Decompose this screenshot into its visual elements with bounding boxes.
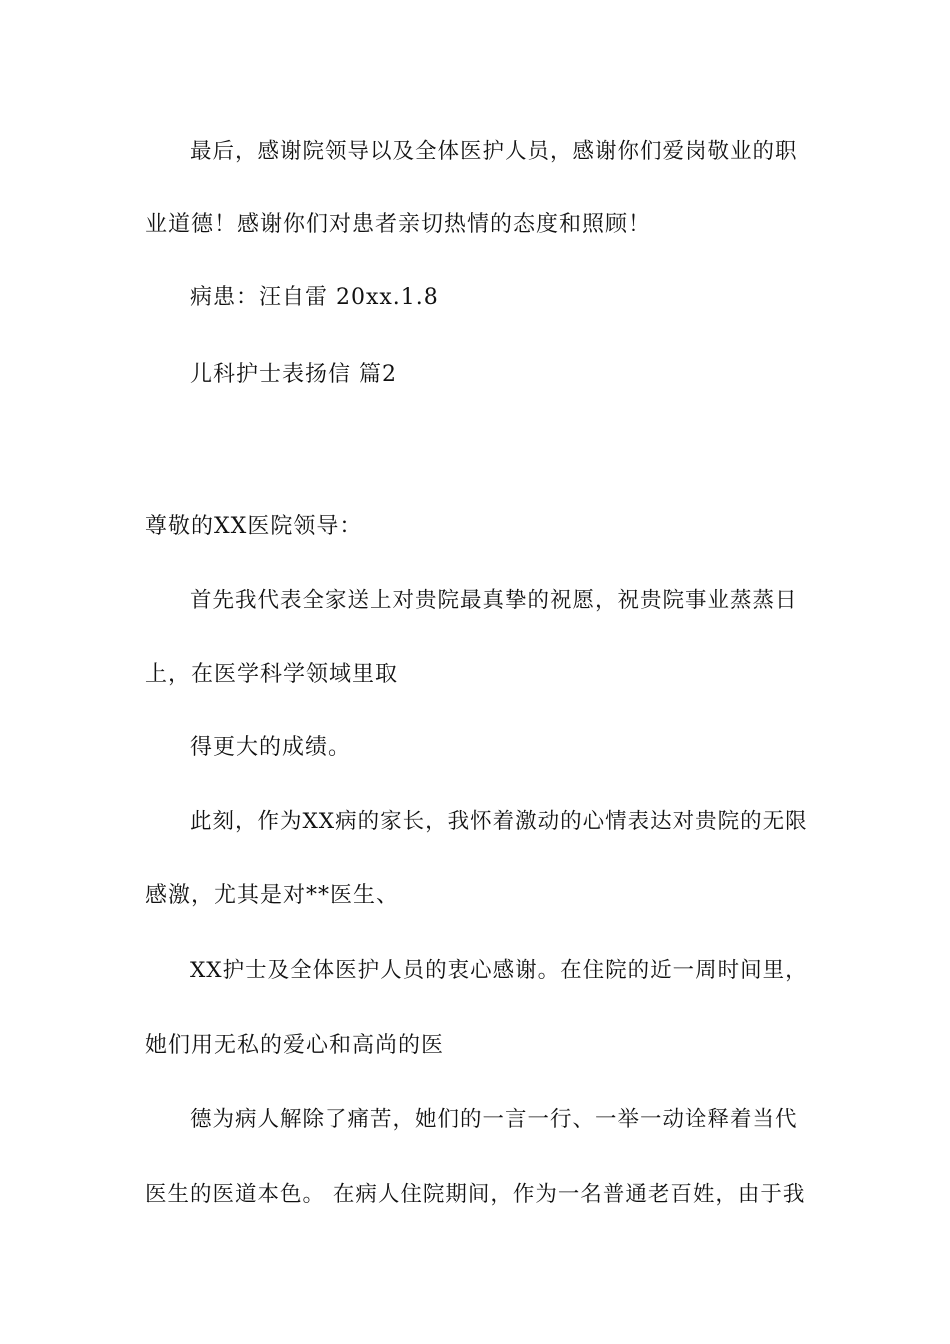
paragraph-line: 业道德！感谢你们对患者亲切热情的态度和照顾！ xyxy=(145,212,652,237)
salutation: 尊敬的XX医院领导： xyxy=(145,514,363,539)
paragraph-line: 上，在医学科学领域里取 xyxy=(145,662,399,687)
paragraph-line: 感激，尤其是对**医生、 xyxy=(145,883,400,908)
paragraph-line: 首先我代表全家送上对贵院最真挚的祝愿，祝贵院事业蒸蒸日 xyxy=(190,588,798,613)
paragraph-line: 得更大的成绩。 xyxy=(190,735,352,760)
section-title: 儿科护士表扬信 篇2 xyxy=(190,362,397,387)
paragraph-line: 她们用无私的爱心和高尚的医 xyxy=(145,1033,445,1058)
paragraph-line: 此刻，作为XX病的家长，我怀着激动的心情表达对贵院的无限 xyxy=(190,809,808,834)
paragraph-line: 德为病人解除了痛苦，她们的一言一行、一举一动诠释着当代 xyxy=(190,1107,798,1132)
paragraph-line: 医生的医道本色。 在病人住院期间，作为一名普通老百姓，由于我 xyxy=(145,1182,806,1207)
paragraph-line: 最后，感谢院领导以及全体医护人员，感谢你们爱岗敬业的职 xyxy=(190,139,798,164)
paragraph-line: XX护士及全体医护人员的衷心感谢。在住院的近一周时间里， xyxy=(190,958,808,983)
signature-line: 病患：汪自雷 20xx.1.8 xyxy=(190,285,439,310)
